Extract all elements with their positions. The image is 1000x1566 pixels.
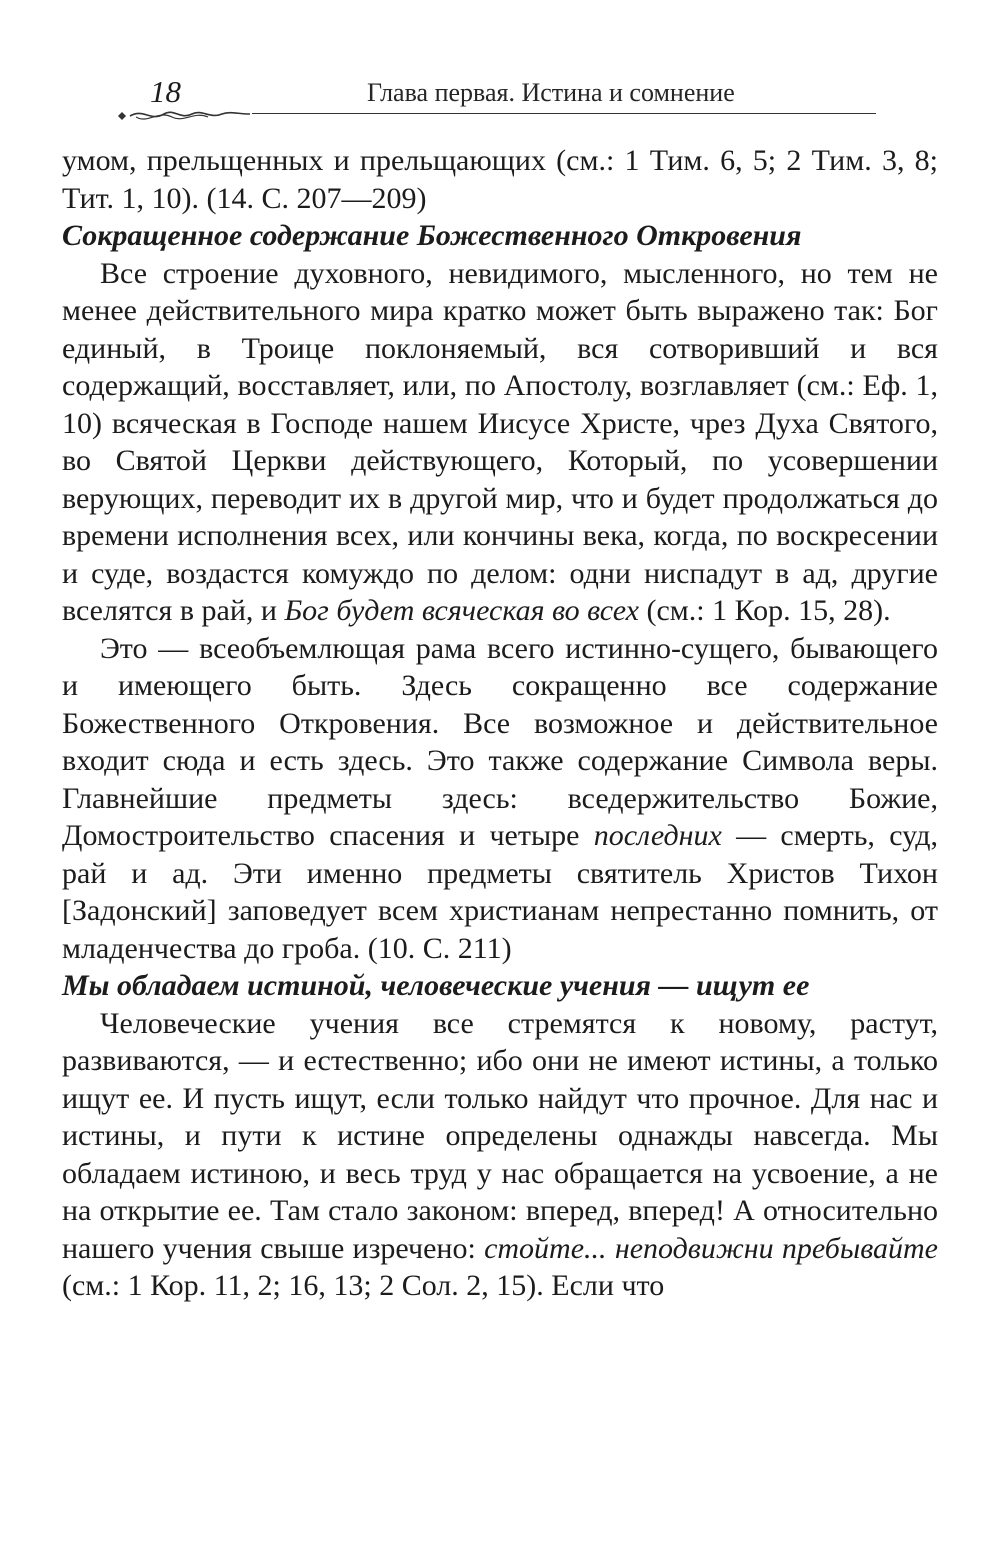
paragraph-3-end: (см.: 1 Кор. 11, 2; 16, 13; 2 Сол. 2, 15). Если что (62, 1269, 665, 1302)
paragraph-3 (62, 1005, 938, 1305)
paragraph-2-end: — смерть, суд, рай и ад. Эти именно предметы святитель Христов Тихон [Задонский] заповедует всем христианам непрестанно помнить, от младенчества до гроба. (10. С. 211) (62, 819, 939, 965)
paragraph-1 (62, 255, 938, 630)
page-number: 18 (150, 74, 181, 109)
paragraph-1-italic: Бог будет всяческая во всех (284, 594, 639, 627)
flourish-ornament-icon (114, 102, 254, 128)
chapter-title: Глава первая. Истина и сомнение (367, 78, 735, 107)
paragraph-1-end: (см.: 1 Кор. 15, 28). (646, 594, 891, 627)
header-rule (252, 113, 876, 114)
running-header (62, 0, 938, 130)
page-body (62, 142, 938, 1305)
paragraph-3-text: Человеческие учения все стремятся к новому, растут, развиваются, — и естественно; ибо они не имеют истины, а только ищут ее. И пусть ищут, если только найдут что прочное. Для нас и истины, и пути к истине определены однажды навсегда. Мы обладаем истиною, и весь труд у нас обращается на усвоение, а не на открытие ее. Там стало законом: вперед, вперед! А относительно нашего учения свыше изречено: (62, 1006, 938, 1265)
paragraph-2 (62, 630, 938, 968)
paragraph-2-text: Это — всеобъемлющая рама всего истинно-сущего, бывающего и имеющего быть. Здесь сокращенно все содержание Божественного Откровения. Все возможное и действительное входит сюда и есть здесь. Это также содержание Символа веры. Главнейшие предметы здесь: вседержительство Божие, Домостроительство спасения и четыре (62, 631, 938, 852)
paragraph-1-text: Все строение духовного, невидимого, мысленного, но тем не менее действительного мира кратко может быть выражено так: Бог единый, в Троице поклоняемый, вся сотворивший и вся содержащий, восставляет, или, по Апостолу, возглавляет (см.: Еф. 1, 10) всяческая в Господе нашем Иисусе Христе, чрез Духа Святого, во Святой Церкви действующего, Который, по усовершении верующих, переводит их в другой мир, что и будет продолжаться до времени исполнения всех, или кончины века, когда, по воскресении и суде, воздастся комуждо по делом: одни ниспадут в ад, другие вселятся в рай, и (62, 256, 938, 627)
paragraph-2-italic: последних (593, 819, 722, 852)
paragraph-3-italic: стойте... неподвижни пребывайте (484, 1231, 938, 1265)
section-heading-truth: Мы обладаем истиной, человеческие учения — ищут ее (62, 969, 810, 1002)
paragraph-continued: умом, прельщенных и прельщающих (см.: 1 Тим. 6, 5; 2 Тим. 3, 8; Тит. 1, 10). (14. С. 207—209) (62, 144, 938, 215)
section-heading-revelation: Сокращенное содержание Божественного Откровения (62, 219, 802, 252)
